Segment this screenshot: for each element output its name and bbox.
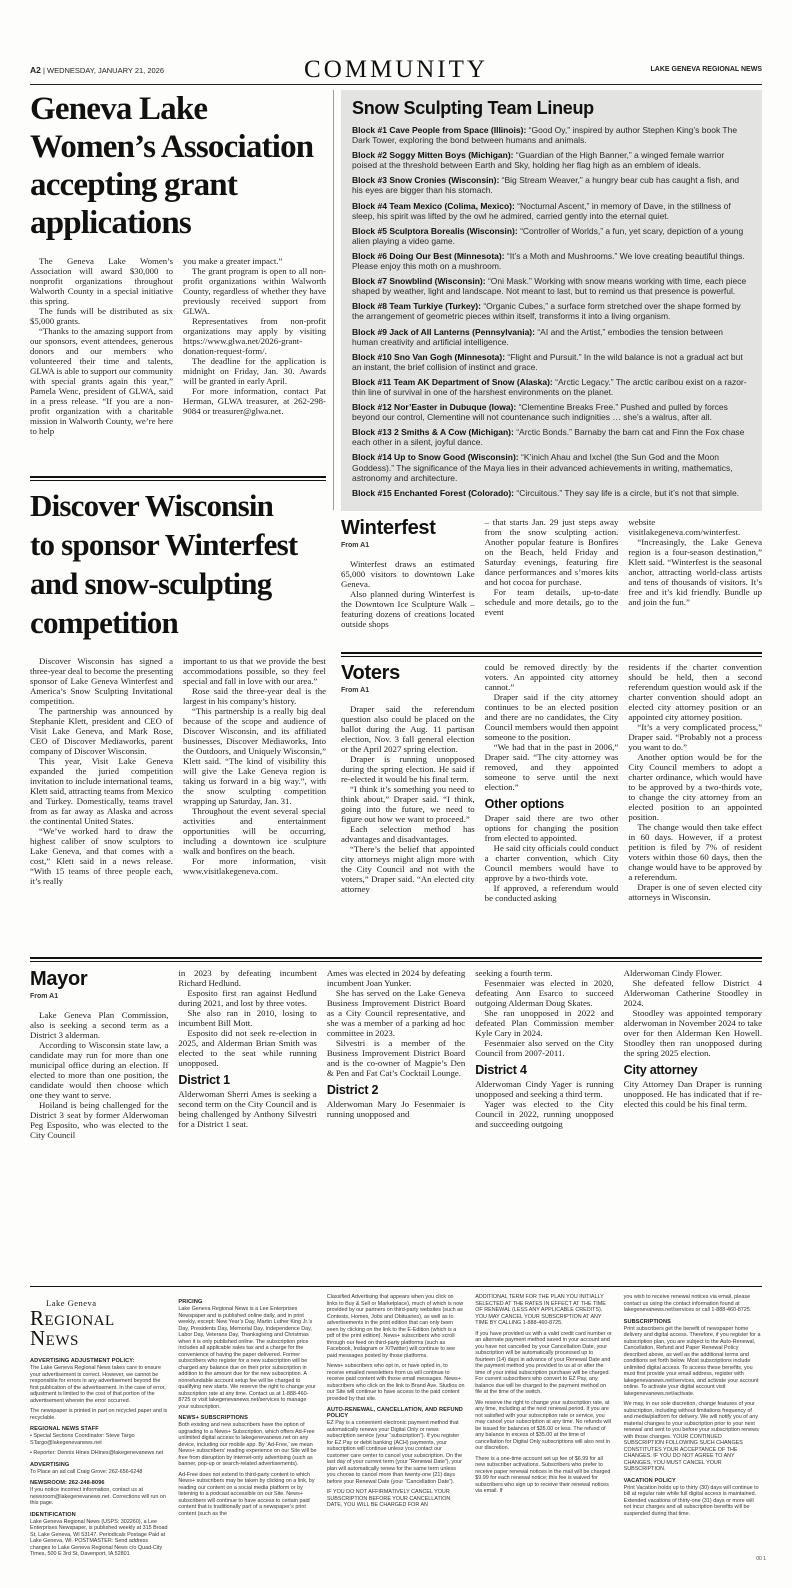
paragraph: Lake Geneva Plan Commission, also is seeking a second term as a District 3 alderman. xyxy=(30,1010,169,1040)
paragraph: Winterfest draws an estimated 65,000 visitors to downtown Lake Geneva. xyxy=(341,559,475,589)
paragraph: seeking a fourth term. xyxy=(475,968,553,978)
page-number: A2 xyxy=(30,65,41,75)
paragraph: Fesenmaier was elected in 2020, defeating Ann Esarco to succeed outgoing Alderman Doug Skates. xyxy=(475,978,614,1008)
paragraph: residents if the charter convention should be held, then a second referendum question would ask if the charter convention should adopt an elected city attorney position or an appointed city attorney position. xyxy=(628,662,763,722)
fine-print-paragraph: If you have provided us with a valid credit card number or an alternate payment method saved in your account and you have not cancelled by your Cancellation Date, your subscription will be automatically processed up to fourteen (14) days in advance of your Renewal Date and the payment method you provided to us at or after the time of your initial subscription purchase will be charged. For current subscribers who convert to EZ Pay, any balance due will be charged to the payment method on file at the time of the switch. xyxy=(475,1330,612,1395)
voters-subhead-other-options: Other options xyxy=(484,797,565,811)
masthead-col1-text xyxy=(30,1358,168,1558)
paragraph: The grant program is open to all non-profit organizations within Walworth County, regardless of whether they have previously received support from GLWA. xyxy=(183,266,326,316)
paragraph: The change would then take effect in 60 days. However, if a protest petition is filed by 7% of resident voters within those 60 days, then the change would have to be approved by a referendum. xyxy=(628,822,763,882)
voters-header xyxy=(341,662,475,694)
headline-line: to sponsor Winterfest xyxy=(30,527,298,562)
mayor-subhead-district2: District 2 xyxy=(326,1083,379,1097)
fine-print-paragraph: The newspaper is printed in part on recycled paper and is recyclable. xyxy=(30,1408,168,1421)
fine-print-heading: SUBSCRIPTIONS xyxy=(623,1318,671,1325)
article-glwa-body xyxy=(30,256,326,436)
snow-lineup-entry: Block #8 Team Turkiye (Turkey): “Organic Cubes,” a surface form stretched over the shape formed by the arrangement of geometric pieces within itself, transforms it into a living organism. xyxy=(352,301,741,322)
paragraph: Rose said the three-year deal is the largest in his company’s history. xyxy=(183,686,326,706)
section-rule xyxy=(341,652,762,657)
mayor-col3a-text xyxy=(327,968,465,1078)
paragraph: Hoiland is being challenged for the District 3 seat by former Alderwoman Peg Esposito, who was elected to the City Council xyxy=(30,1100,169,1140)
fine-print-paragraph: Lake Geneva Regional News (USPS: 302260), a Lee Enterprises Newspaper, is published weekly at 315 Broad St, Lake Geneva, WI 53147. Periodicals Postage Paid at Lake Geneva, WI. POSTMASTER: Send address changes to Lake Geneva Regional News c/o Quad-City Times, 500 E 3rd St, Davenport, IA 52801 xyxy=(30,1518,168,1557)
fine-print-paragraph: Lake Geneva Regional News is a Lee Enterprises Newspaper and is published online daily, and in print weekly, except: New Year’s Day, Martin Luther King Jr.’s Day, Presidents Day, Memorial Day, Independence Day, Labor Day, Veterans Day, Thanksgiving and Christmas when it is only published online. The subscription price includes all applicable sales tax and a charge for the convenience of having the paper delivered. Former subscribers who register for a new subscription will be charged any balance due on their prior subscription in addition to the amount due for the new subscription. A nonrefundable account setup fee will be charged to qualifying new starts. We reserve the right to change your subscription rate at any time. Contact us at 1-888-460-8725 or visit lakegenevanews.net/services to manage your subscription. xyxy=(178,1306,316,1410)
folio-separator: | xyxy=(42,66,48,75)
snow-lineup-entry: Block #7 Snowblind (Wisconsin): “Oni Mask.” Working with snow means working with time, each piece shaped by weather, light and landscape. Not meant to last, but to remind us that presence is powerful. xyxy=(352,276,747,297)
fine-print-heading: NEWS+ SUBSCRIPTIONS xyxy=(178,1415,248,1421)
fine-print-paragraph: We reserve the right to change your subscription rate, at any time, including at the next renewal period. If you are not satisfied with your subscription rate or service, you may cancel your subscription at any time. No refunds will be issued for balances of $35.00 or less. The refund of any balance in excess of $35.00 at the time of cancellation for Digital Only subscriptions will also rest in our discretion. xyxy=(475,1399,611,1451)
fine-print-paragraph: you wish to receive renewal notices via email, please contact us using the contact information found at lakegenevanews.net/services or call 1-888-460-8725. xyxy=(623,1294,752,1313)
article-glwa-headline xyxy=(30,90,326,242)
snow-lineup-entry: Block #9 Jack of All Lanterns (Pennsylvania): “AI and the Artist,” embodies the tension between human creativity and artificial intelligence. xyxy=(352,326,724,347)
fine-print-heading: PRICING xyxy=(178,1299,203,1305)
voters-col1-text xyxy=(341,704,475,894)
paragraph: Yager was elected to the City Council in 2022, running unopposed and succeeding outgoing xyxy=(475,1099,614,1129)
paragraph: Each selection method has advantages and disadvantages. xyxy=(341,824,475,844)
fine-print-paragraph: Print subscribers get the benefit of newspaper home delivery and digital access. Therefore, if you register for a subscription plan, you are subject to the Auto-Renewal, Cancellation, Refund and Paper Renewal Policy described above, as well as the additional terms and conditions set forth below. Most subscriptions include unlimited digital access. To access these benefits, you must first provide your email address, register with lakegenevanews.net/services, and activate your account online. To activate your digital account visit lakegenevanews.net/activate. xyxy=(623,1325,761,1397)
paragraph: She has served on the Lake Geneva Business Improvement District Board as a City Council representative, and she was a member of a parking ad hoc committee in 2023. xyxy=(326,988,466,1038)
mayor-col3 xyxy=(327,968,465,1140)
paragraph: “I think it’s something you need to think about,” Draper said. “I think, going into the future, we need to figure out how we want to proceed.” xyxy=(341,784,475,824)
paragraph: Throughout the event several special activities and entertainment opportunities will be occurring, including a downtown ice sculpture walk and bonfires on the beach. xyxy=(183,806,326,856)
voters-col1 xyxy=(341,662,475,903)
header-rule xyxy=(30,84,762,85)
article-dw-col2 xyxy=(183,656,326,886)
fine-print-heading: IDENTIFICATION xyxy=(30,1511,76,1518)
voters-from-tag: From A1 xyxy=(341,687,370,694)
paragraph: “We’ve worked hard to draw the highest caliber of snow sculptors to Lake Geneva, and that comes with a cost,” Klett said in a news release. “With 15 teams of three people each, it’s really xyxy=(30,826,173,886)
headline-line: Geneva Lake xyxy=(30,91,208,127)
masthead-col5 xyxy=(624,1294,762,1562)
fine-print-heading: AUTO-RENEWAL, CANCELLATION, AND REFUND POLICY xyxy=(326,1407,463,1419)
paragraph: Draper said if the city attorney continues to be an elected position and there are no candidates, the City Council members would then appoint someone to the position. xyxy=(484,692,619,742)
article-dw-headline xyxy=(30,486,326,642)
mayor-jump xyxy=(30,968,762,1140)
mayor-col2a-text xyxy=(178,968,316,1068)
article-dw-body xyxy=(30,656,326,886)
paragraph: She defeated fellow District 4 Alderwoman Catherine Stoodley in 2024. xyxy=(623,978,763,1008)
masthead-rule xyxy=(30,1286,762,1287)
fine-print-heading: ADVERTISING xyxy=(30,1461,70,1468)
fine-print-paragraph: We may, in our sole discretion, change features of your subscription, including without limitations frequency of and media/platform for delivery. We will notify you of any material changes to your subscription prior to your next renewal and sent to you before your subscription renews with those changes. YOUR CONTINUED SUBSCRIPTION FOLLOWING SUCH CHANGES CONSTITUTES YOUR ACCEPTANCE OF THE CHANGES. IF YOU DO NOT AGREE TO ANY CHANGES, YOU MUST CANCEL YOUR SUBSCRIPTION. xyxy=(623,1401,759,1472)
masthead-logo-lake-geneva: Lake Geneva xyxy=(46,1298,97,1308)
paragraph: This year, Visit Lake Geneva expanded the juried competition invitation to include international teams, Klett said, attracting teams from Mexico and Turkey. Domestically, teams travel from as far away as Alaska and across the continental United States. xyxy=(30,756,173,826)
fine-print-paragraph: EZ Pay is a convenient electronic payment method that automatically renews your Digital Only or news subscription service (your “subscription”). If you register for EZ Pay or debit banking (ACH) payments, your subscription will continue unless you contact our customer care center to cancel your subscription. On the last day of your current term (your “Renewal Date”), your plan will automatically renew for the same term unless you choose to cancel more than twenty-one (21) days before your Renewal Date (your “Cancellation Date”). xyxy=(326,1420,462,1485)
mayor-col4 xyxy=(475,968,613,1140)
paragraph: – that starts Jan. 29 just steps away from the snow sculpting action. Another popular feature is Bonfires on the Beach, held Friday and Saturday evenings, featuring fire dance performances and s’mores kits and hot cocoa for purchase. xyxy=(484,517,619,587)
headline-line: competition xyxy=(30,605,178,640)
fine-print-heading: ADVERTISING ADJUSTMENT POLICY: xyxy=(30,1358,135,1364)
paragraph: Alderwoman Mary Jo Fesenmaier is running unopposed and xyxy=(326,1099,466,1119)
snow-lineup-entry: Block #12 Nor’Easter in Dubuque (Iowa): “Clementine Breaks Free.” Pushed and pulled by forces beyond our control, Clementine will not countenance such indignities … she’s a walrus, after all. xyxy=(352,402,728,423)
paragraph: Also planned during Winterfest is the Downtown Ice Sculpture Walk – featuring dozens of creations located outside shops xyxy=(341,589,475,629)
paragraph: The Geneva Lake Women’s Association will award $30,000 to nonprofit organizations throughout Walworth County in a special initiative this spring. xyxy=(30,256,173,306)
fine-print-paragraph: If you notice incorrect information, contact us at newsroom@lakegenevanews.net. Corrections will run on this page. xyxy=(30,1487,166,1506)
paragraph: Draper is running unopposed during the spring election. He said if re-elected it would be his final term. xyxy=(341,754,475,784)
fine-print-paragraph: ADDITIONAL TERM FOR THE PLAN YOU INITIALLY SELECTED AT THE RATES IN EFFECT AT THE TIME OF RENEWAL (LESS ANY APPLICABLE CREDITS). YOU MAY CANCEL YOUR SUBSCRIPTION AT ANY TIME BY CALLING 1-888-460-8725. xyxy=(475,1294,606,1326)
mayor-col4a-text xyxy=(475,968,613,1058)
fine-print-paragraph: There is a one-time account set up fee of $6.99 for all new subscriber activations. Subscribers who prefer to receive paper renewal notices in the mail will be charged $9.99 for each renewal notice; this fee is waived for subscribers who sign up to receive their renewal notices via email. If xyxy=(475,1455,611,1494)
mayor-col2b-text xyxy=(178,1089,316,1129)
fine-print-paragraph: Both existing and new subscribers have the option of upgrading to a News+ Subscription, which offers Ad-Free unlimited digital access to lakegenevanews.net on any device, including our mobile app. By ‘Ad-Free,’ we mean News+ subscribers’ reading experience on our Site will be free from disruption by internet-only advertising (such as banner, pop-up or search-related advertisements). xyxy=(178,1422,317,1467)
paragraph: “This partnership is a really big deal because of the scope and audience of Discover Wisconsin, and its affiliated businesses, Discover Mediaworks, Into the Outdoors, and Uniquely Wisconsin,” Klett said. “The kind of visibility this will give the Lake Geneva region is taking us forward in a big way.”, with the snow sculpting competition wrapping up Saturday, Jan. 31. xyxy=(183,706,326,806)
masthead-col1 xyxy=(30,1294,168,1562)
mayor-col5 xyxy=(624,968,762,1140)
page-header xyxy=(30,56,762,82)
paragraph: Alderwoman Cindy Yager is running unopposed and seeking a third term. xyxy=(475,1079,614,1099)
paragraph: Draper is one of seven elected city attorneys in Wisconsin. xyxy=(628,882,763,902)
snow-lineup-entry: Block #6 Doing Our Best (Minnesota): “It’s a Moth and Mushrooms.” We love creating beautiful things. Please enjoy this moth on a mushroom. xyxy=(352,250,745,272)
fine-print-paragraph: • Reporter: Dennis Hines DHines@lakegenevanews.net xyxy=(30,1450,164,1456)
article-discover-wisconsin xyxy=(30,486,326,886)
paragraph: He said city officials could conduct a charter convention, which City Council members would have to approve by a two-thirds vote. xyxy=(484,843,619,883)
paragraph: For more information, visit www.visitlakegeneva.com. xyxy=(183,856,326,876)
snow-lineup-entry: Block #15 Enchanted Forest (Colorado): “Circuitous.” They say life is a circle, but it’s not that simple. xyxy=(352,487,740,498)
headline-line: accepting grant xyxy=(30,167,238,203)
masthead xyxy=(30,1294,762,1562)
paragraph: could be removed directly by the voters. An appointed city attorney cannot.” xyxy=(484,662,619,692)
paragraph: Alderwoman Cindy Flower. xyxy=(623,968,723,978)
column-divider xyxy=(333,90,334,510)
winterfest-header xyxy=(341,517,475,549)
paragraph: The funds will be distributed as six $5,000 grants. xyxy=(30,306,173,326)
masthead-logo xyxy=(30,1298,168,1348)
snow-lineup-entry: Block #3 Snow Cronies (Wisconsin): “Big Stream Weaver,” a hungry bear cub has caught a fish, and his eyes are bigger than his stomach. xyxy=(352,175,740,196)
voters-col2a-text xyxy=(485,662,619,792)
paragraph: Stoodley was appointed temporary alderwoman in November 2024 to take over for then Alderman Ken Howell. Stoodley then ran unopposed during the spring 2025 election. xyxy=(623,1008,763,1058)
paragraph: The deadline for the application is midnight on Friday, Jan. 30. Awards will be granted in early April. xyxy=(183,356,326,386)
paragraph: If approved, a referendum would be conducted asking xyxy=(484,883,619,903)
paragraph: Alderwoman Sherri Ames is seeking a second term on the City Council and is being challenged by Anthony Silvestri for a District 1 seat. xyxy=(178,1089,317,1129)
snow-lineup-entry: Block #14 Up to Snow Good (Wisconsin): “K’inich Ahau and Ixchel (the Sun God and the Moon Goddess).” The significance of the Maya lies in their advanced achievements in writing, mathematics, astronomy and architecture. xyxy=(352,452,733,483)
fine-print-paragraph: The Lake Geneva Regional News takes care to ensure your advertisement is correct. However, we cannot be responsible for errors in any advertisement beyond the first publication of the advertisement. In the case of error, adjustment is limited to the cost of that portion of the advertisement wherein the error occurred. xyxy=(30,1365,166,1404)
paragraph: Ames was elected in 2024 by defeating incumbent Joan Yunker. xyxy=(326,968,466,988)
article-glwa-col1 xyxy=(30,256,173,436)
paragraph: important to us that we provide the best accommodations possible, so they feel special and fall in love with our area.” xyxy=(183,656,326,686)
masthead-col4 xyxy=(475,1294,613,1562)
mayor-col1 xyxy=(30,968,168,1140)
voters-jump xyxy=(341,662,762,903)
press-page-marker: 00 1 xyxy=(756,1555,766,1562)
paragraph: Discover Wisconsin has signed a three-year deal to become the presenting sponsor of Lake Geneva Winterfest and America’s Snow Sculpting Invitational competition. xyxy=(30,656,173,706)
paragraph: For team details, up-to-date schedule and more details, go to the event xyxy=(484,587,619,617)
fine-print-heading: REGIONAL NEWS STAFF xyxy=(30,1426,99,1432)
paragraph: City Attorney Dan Draper is running unopposed. He has indicated that if re-elected this could be his final term. xyxy=(623,1079,763,1109)
snow-lineup-box xyxy=(341,90,762,511)
headline-line: and snow-sculpting xyxy=(30,566,272,601)
snow-lineup-title: Snow Sculpting Team Lineup xyxy=(352,98,594,118)
masthead-col2 xyxy=(178,1294,316,1562)
paragraph: you make a greater impact.” xyxy=(183,256,283,266)
masthead-logo-regional-news: Regional News xyxy=(30,1306,115,1350)
paragraph: website visitlakegeneva.com/winterfest. xyxy=(628,517,741,537)
paragraph: Esposito first ran against Hedlund during 2021, and lost by three votes. xyxy=(178,988,317,1008)
paragraph: Esposito did not seek re-election in 2025, and Alderman Brian Smith was elected to the seat while running unopposed. xyxy=(178,1028,317,1068)
headline-line: applications xyxy=(30,205,191,241)
article-glwa xyxy=(30,90,326,436)
mayor-header xyxy=(30,968,168,1000)
fine-print-paragraph: IF YOU DO NOT AFFIRMATIVELY CANCEL YOUR SUBSCRIPTION BEFORE YOUR CANCELLATION DATE, YOU WILL BE CHARGED FOR AN xyxy=(326,1489,451,1508)
winterfest-col1-text xyxy=(341,559,475,629)
winterfest-from-tag: From A1 xyxy=(341,542,370,549)
snow-lineup-entry: Block #4 Team Mexico (Colima, Mexico): “Nocturnal Ascent,” in memory of Dave, in the stillness of sleep, his spirit was lifted by the owl he admired, carried gently into the eternal quiet. xyxy=(352,200,731,221)
mayor-col2 xyxy=(178,968,316,1140)
paragraph: Silvestri is a member of the Business Improvement District Board and is the co-owner of Magpie’s Den & Pen and Fat Cat’s Cocktail Lounge. xyxy=(326,1038,466,1078)
fine-print-paragraph: To Place an ad call Craig Grove: 262-656-6248 xyxy=(30,1468,143,1475)
fine-print-paragraph: • Special Sections Coordinator: Steve Targo STargo@lakegenevanews.net xyxy=(30,1433,135,1446)
paragraph: Another option would be for the City Council members to adopt a charter ordinance, which would have to be approved by a two-thirds vote, to change the city attorney from an elected position to an appointed position. xyxy=(628,752,763,822)
paragraph: The partnership was announced by Stephanie Klett, president and CEO of Visit Lake Geneva, and Mark Rose, CEO of Discover Mediaworks, parent company of Discover Wisconsin. xyxy=(30,706,173,756)
mayor-subhead-district1: District 1 xyxy=(178,1073,230,1087)
winterfest-title: Winterfest xyxy=(341,517,436,539)
paragraph: According to Wisconsin state law, a candidate may run for more than one municipal office during an election. If elected to more than one position, the candidate would then choose which one they want to serve. xyxy=(30,1040,169,1100)
fine-print-heading: NEWSROOM: 262-248-8096 xyxy=(30,1480,105,1486)
mayor-col5a-text xyxy=(624,968,762,1058)
paragraph: Representatives from non-profit organizations may apply by visiting https://www.glwa.net/2026-grant-donation-request-form/. xyxy=(183,316,326,356)
mayor-subhead-district4: District 4 xyxy=(475,1063,527,1077)
section-rule xyxy=(30,476,326,481)
winterfest-col1 xyxy=(341,517,475,629)
masthead-col3 xyxy=(327,1294,465,1562)
winterfest-col2 xyxy=(485,517,619,629)
article-glwa-col2 xyxy=(183,256,326,436)
fine-print-paragraph: Classified Advertising that appears when you click on links to Buy & Sell or Marketplace), much of which is now provided by our partners on third-party websites (such as Contests, Homes, Jobs and Obituaries), as well as to advertisements in the print edition that can only been seen by clicking on the link to the E-Edition (which is a pdf of the print edition). News+ subscribers who scroll through our feed on third-party platforms (such as Facebook, Instagram or X/Twitter) will continue to see paid messages posted by those platforms. xyxy=(326,1294,464,1359)
mayor-col3b-text xyxy=(327,1099,465,1119)
paragraph: “Increasingly, the Lake Geneva region is a four-season destination,” Klett said. “Winterfest is the seasonal anchor, attracting world-class artists and tens of thousands of visitors. It’s free and it’s kid friendly. Bundle up and join the fun.” xyxy=(628,537,763,607)
article-dw-col1 xyxy=(30,656,173,886)
mayor-col4b-text xyxy=(475,1079,613,1129)
paragraph: “It’s a very complicated process,” Draper said. “Probably not a process you want to do.” xyxy=(628,722,763,752)
snow-lineup-entry: Block #5 Sculptora Borealis (Wisconsin): “Controller of Worlds,” a fun, yet scary, depiction of a young alien playing a video game. xyxy=(352,225,744,246)
mayor-subhead-city-attorney: City attorney xyxy=(623,1063,698,1077)
paragraph: “There’s the belief that appointed city attorneys might align more with the City Council and not with the voters,” Draper said. “An elected city attorney xyxy=(341,844,475,894)
headline-line: Discover Wisconsin xyxy=(30,488,274,523)
mayor-title: Mayor xyxy=(30,968,88,990)
snow-lineup-entry: Block #10 Sno Van Gogh (Minnesota): “Flight and Pursuit.” In the wild balance is not a gradual act but an instant, the brief collision of instinct and grace. xyxy=(352,351,743,372)
section-title: COMMUNITY xyxy=(304,56,488,83)
paragraph: “Thanks to the amazing support from our sponsors, event attendees, generous donors and our members who volunteered their time and talents, GLWA is able to support our community with special grants again this year,” Pamela Wenc, president of GLWA, said in a press release. “If you are a non-profit organization with a charitable mission in Walworth County, we’re here to help xyxy=(30,326,174,436)
mayor-col5b-text xyxy=(624,1079,762,1109)
paragraph: She also ran in 2010, losing to incumbent Bill Mott. xyxy=(178,1008,317,1028)
snow-lineup-entry: Block #11 Team AK Department of Snow (Alaska): “Arctic Legacy.” The arctic caribou exist on a razor-thin line of survival in one of the harshest environments on the planet. xyxy=(352,376,747,397)
snow-lineup-entry: Block #13 2 Smiths & A Cow (Michigan): “Arctic Bonds.” Barnaby the barn cat and Finn the Fox chase each other in a silent, joyful dance. xyxy=(352,427,745,448)
winterfest-col3 xyxy=(628,517,762,629)
mayor-from-tag: From A1 xyxy=(30,993,59,1000)
paragraph: She ran unopposed in 2022 and defeated Plan Commission member Kyle Cary in 2024. xyxy=(475,1008,614,1038)
headline-line: Women’s Association xyxy=(30,129,314,165)
paragraph: For more information, contact Pat Herman, GLWA treasurer, at 262-298-9084 or treasurer@glwa.net. xyxy=(183,386,326,416)
snow-lineup-entry: Block #1 Cave People from Space (Illinois): “Good Oy,” inspired by author Stephen King’s book The Dark Tower, exploring the bond between humans and animals. xyxy=(352,125,738,146)
voters-col3 xyxy=(628,662,762,903)
fine-print-paragraph: Ad-Free does not extend to third-party content to which News+ subscribers may be taken by clicking on a link, by reading our content on a social media platform or by listening to a podcast accessible on our Site. News+ subscribers will continue to have access to certain paid content that is traditionally part of a newspaper’s print content (such as the xyxy=(178,1471,315,1517)
voters-col2b-text xyxy=(485,813,619,903)
paragraph: in 2023 by defeating incumbent Richard Hedlund. xyxy=(178,968,317,988)
issue-date: WEDNESDAY, JANUARY 21, 2026 xyxy=(47,66,165,75)
mayor-col1-text xyxy=(30,1010,168,1140)
paragraph: Draper said the referendum question also could be placed on the ballot during the Aug. 11 partisan election, Nov. 3 fall general election or the April 2027 spring election. xyxy=(341,704,475,754)
paragraph: “We had that in the past in 2006,” Draper said. “The city attorney was removed, and they appointed someone to serve until the next election.” xyxy=(484,742,619,792)
paragraph: Draper said there are two other options for changing the position from elected to appointed. xyxy=(484,813,619,843)
fine-print-paragraph: Print Vacation holds up to thirty (30) days will continue to bill at regular rate while full digital access is maintained. Extended vacations of thirty-one (31) days or more will not incur charges and all subscription benefits will be suspended during that time. xyxy=(623,1484,759,1517)
fine-print-paragraph: News+ subscribers who opt in, or have opted in, to receive emailed newsletters from us will continue to receive paid content with those email messages. News+ subscribers who click on the link to Brand Ave. Studios on our Site will continue to have access to the paid content provided by that site. xyxy=(326,1363,465,1402)
fine-print-heading: VACATION POLICY xyxy=(623,1477,676,1484)
voters-col2 xyxy=(485,662,619,903)
snow-lineup-entry: Block #2 Soggy Mitten Boys (Michigan): “Guardian of the High Banner,” a winged female warrior poised at the threshold between Earth and Sky, holding her flag high as an emblem of ideals. xyxy=(352,150,725,171)
paper-name: LAKE GENEVA REGIONAL NEWS xyxy=(650,66,762,73)
paragraph: Fesenmaier also served on the City Council from 2007-2011. xyxy=(475,1038,614,1058)
snow-lineup-entries xyxy=(352,125,751,498)
section-rule xyxy=(30,957,762,962)
voters-title: Voters xyxy=(341,662,400,684)
winterfest-jump xyxy=(341,517,762,629)
